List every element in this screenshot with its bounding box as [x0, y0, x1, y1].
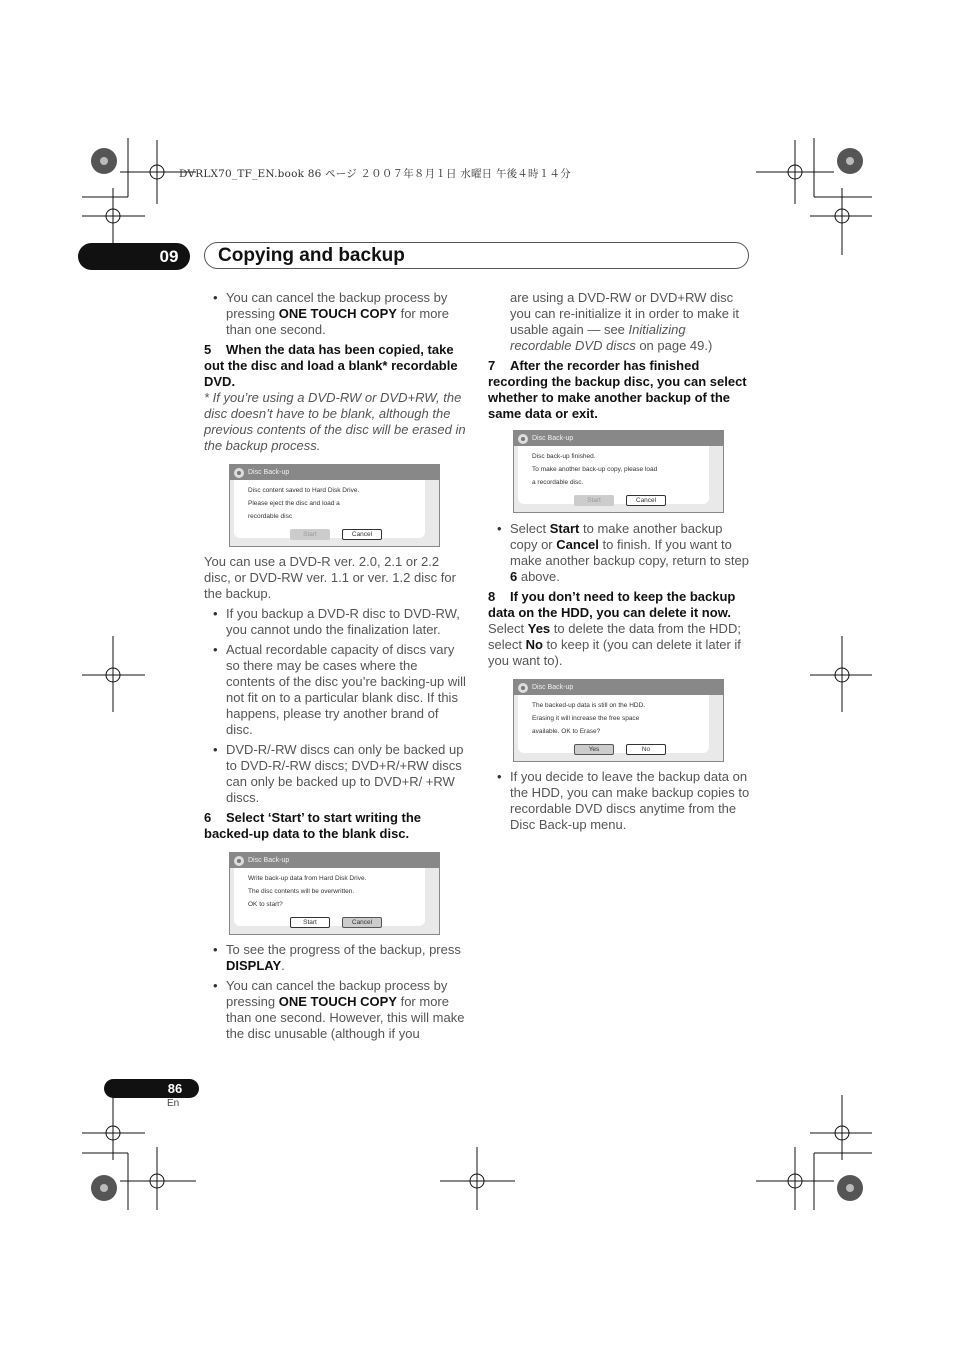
left-column-top	[204, 290, 466, 458]
bullet-cancel-backup: • You can cancel the backup process by pressing ONE TOUCH COPY for more than one second.	[213, 290, 449, 337]
dialog-disc-saved	[229, 464, 440, 547]
bullet-finalization: • If you backup a DVD-R disc to DVD-RW, you cannot undo the finalization later.	[213, 606, 460, 637]
step-5-note: * If you’re using a DVD-RW or DVD+RW, the disc doesn’t have to be blank, although the previous contents of the disc will be erased in the backup process.	[204, 390, 466, 453]
dialog-line: Please eject the disc and load a	[248, 500, 340, 507]
step-6: 6 Select ‘Start’ to start writing the backed-up data to the blank disc.	[204, 810, 422, 841]
yes-no-paragraph: Select Yes to delete the data from the HDD; select No to keep it (you can delete it later if you want to).	[488, 621, 741, 668]
dialog-write-backup	[229, 852, 440, 935]
right-column-top	[488, 290, 750, 422]
bullet-capacity: • Actual recordable capacity of discs vary so there may be cases where the contents of the disc you’re backing-up will not fit on to a particular blank disc. If this happens, please try another brand of disc.	[213, 642, 466, 737]
chapter-title: Copying and backup	[218, 245, 405, 266]
continued-paragraph: are using a DVD-RW or DVD+RW disc you can re-initialize it in order to make it usable again — see Initializing recordable DVD discs on page 49.)	[510, 290, 740, 353]
dialog-title: Disc Back-up	[532, 435, 574, 442]
dialog-line: To make another back-up copy, please load	[532, 466, 658, 473]
dialog-title: Disc Back-up	[248, 469, 290, 476]
dialog-line: Erasing it will increase the free space	[532, 715, 640, 722]
dialog-title: Disc Back-up	[248, 857, 290, 864]
disc-icon	[234, 856, 244, 866]
start-button[interactable]: Start	[290, 529, 330, 540]
bullet-display: • To see the progress of the backup, press DISPLAY.	[213, 942, 461, 973]
disc-icon	[518, 683, 528, 693]
step-7: 7 After the recorder has finished recording the backup disc, you can select whether to make another backup of the same data or exit.	[488, 358, 747, 421]
dialog-line: recordable disc	[248, 513, 293, 520]
left-column-bottom	[204, 942, 466, 1046]
right-column-middle	[488, 521, 750, 673]
step-8: 8 If you don’t need to keep the backup data on the HDD, you can delete it now.	[488, 589, 736, 620]
dialog-line: Disc content saved to Hard Disk Drive.	[248, 487, 360, 494]
step-5: 5 When the data has been copied, take out the disc and load a blank* recordable DVD.	[204, 342, 458, 389]
dialog-line: The backed-up data is still on the HDD.	[532, 702, 646, 709]
dialog-line: a recordable disc.	[532, 479, 584, 486]
disc-versions-paragraph: You can use a DVD-R ver. 2.0, 2.1 or 2.2 disc, or DVD-RW ver. 1.1 or ver. 1.2 disc for the backup.	[204, 554, 456, 601]
cancel-button[interactable]: Cancel	[626, 495, 666, 506]
dialog-line: OK to start?	[248, 901, 283, 908]
page-language: En	[167, 1098, 180, 1109]
disc-icon	[234, 468, 244, 478]
dialog-line: available. OK to Erase?	[532, 728, 601, 735]
left-column-middle	[204, 554, 466, 842]
start-button[interactable]: Start	[290, 917, 330, 928]
right-column-bottom	[488, 769, 750, 837]
book-file-header: DVRLX70_TF_EN.book 86 ページ ２００７年８月１日 水曜日 午後４時１４分	[179, 168, 571, 180]
dialog-line: The disc contents will be overwritten.	[248, 888, 355, 895]
bullet-start-cancel: • Select Start to make another backup copy or Cancel to finish. If you want to make another backup copy, return to step 6 above.	[497, 521, 749, 584]
bullet-disc-types: • DVD-R/-RW discs can only be backed up to DVD-R/-RW discs; DVD+R/+RW discs can only be backed up to DVD+R/ +RW discs.	[213, 742, 464, 805]
chapter-number: 09	[159, 247, 179, 266]
bullet-cancel-unusable: • You can cancel the backup process by pressing ONE TOUCH COPY for more than one second. However, this will make the disc unusable (although if you	[213, 978, 465, 1041]
disc-icon	[518, 434, 528, 444]
dialog-line: Write back-up data from Hard Disk Drive.	[248, 875, 367, 882]
dialog-erase-hdd	[513, 679, 724, 762]
yes-button[interactable]: Yes	[574, 744, 614, 755]
dialog-line: Disc back-up finished.	[532, 453, 596, 460]
cancel-button[interactable]: Cancel	[342, 529, 382, 540]
start-button[interactable]: Start	[574, 495, 614, 506]
cancel-button[interactable]: Cancel	[342, 917, 382, 928]
no-button[interactable]: No	[626, 744, 666, 755]
page-number: 86	[167, 1081, 183, 1096]
dialog-title: Disc Back-up	[532, 684, 574, 691]
bullet-leave-backup: • If you decide to leave the backup data on the HDD, you can make backup copies to recordable DVD discs anytime from the Disc Back-up menu.	[497, 769, 750, 832]
dialog-backup-finished	[513, 430, 724, 513]
